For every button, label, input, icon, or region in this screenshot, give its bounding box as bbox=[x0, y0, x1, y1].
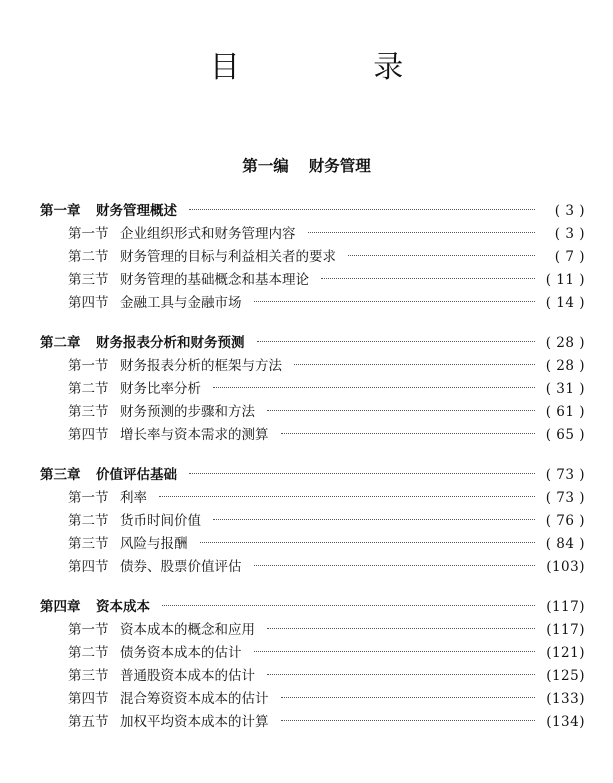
leader-dots bbox=[189, 472, 535, 474]
leader-dots bbox=[348, 254, 535, 256]
section-entry[interactable] bbox=[40, 556, 585, 579]
section-number: 第四节 bbox=[68, 559, 109, 575]
section-entry[interactable] bbox=[40, 533, 585, 556]
section-entry[interactable] bbox=[40, 510, 585, 533]
section-page-number: (133) bbox=[546, 691, 585, 707]
section-page-number: ( 65 ) bbox=[545, 427, 585, 443]
section-number: 第五节 bbox=[68, 714, 109, 730]
leader-dots bbox=[308, 231, 536, 233]
section-page-number: ( 28 ) bbox=[545, 358, 585, 374]
leader-dots bbox=[189, 208, 535, 210]
section-number: 第二节 bbox=[68, 249, 109, 265]
section-title: 增长率与资本需求的测算 bbox=[120, 427, 269, 443]
section-entry[interactable] bbox=[40, 355, 585, 378]
leader-dots bbox=[200, 541, 536, 543]
section-number: 第一节 bbox=[68, 490, 109, 506]
leader-dots bbox=[162, 604, 535, 606]
chapter-number: 第四章 bbox=[40, 599, 81, 615]
leader-dots bbox=[281, 719, 536, 721]
leader-dots bbox=[213, 518, 535, 520]
chapter-entry[interactable] bbox=[40, 464, 585, 487]
chapter-page-number: ( 3 ) bbox=[554, 203, 585, 219]
section-page-number: (117) bbox=[546, 622, 585, 638]
section-title: 普通股资本成本的估计 bbox=[120, 668, 255, 684]
chapter-entry[interactable] bbox=[40, 596, 585, 619]
chapter-number: 第三章 bbox=[40, 467, 81, 483]
section-number: 第四节 bbox=[68, 691, 109, 707]
section-number: 第一节 bbox=[68, 622, 109, 638]
section-entry[interactable] bbox=[40, 246, 585, 269]
section-page-number: ( 14 ) bbox=[545, 295, 585, 311]
chapter-title: 财务管理概述 bbox=[96, 203, 177, 219]
section-entry[interactable] bbox=[40, 487, 585, 510]
section-page-number: ( 76 ) bbox=[545, 513, 585, 529]
section-number: 第三节 bbox=[68, 404, 109, 420]
chapter-title: 财务报表分析和财务预测 bbox=[96, 335, 245, 351]
section-number: 第四节 bbox=[68, 295, 109, 311]
chapter-page-number: ( 73 ) bbox=[545, 467, 585, 483]
leader-dots bbox=[254, 300, 536, 302]
section-page-number: (125) bbox=[546, 668, 585, 684]
leader-dots bbox=[267, 627, 535, 629]
section-number: 第二节 bbox=[68, 381, 109, 397]
section-title: 混合筹资资本成本的估计 bbox=[120, 691, 269, 707]
section-page-number: ( 84 ) bbox=[545, 536, 585, 552]
leader-dots bbox=[254, 650, 536, 652]
section-entry[interactable] bbox=[40, 619, 585, 642]
section-title: 企业组织形式和财务管理内容 bbox=[120, 226, 296, 242]
section-page-number: (121) bbox=[546, 645, 585, 661]
section-title: 财务管理的目标与利益相关者的要求 bbox=[120, 249, 336, 265]
section-entry[interactable] bbox=[40, 292, 585, 315]
section-title: 财务比率分析 bbox=[120, 381, 201, 397]
section-title: 债券、股票价值评估 bbox=[120, 559, 242, 575]
section-title: 资本成本的概念和应用 bbox=[120, 622, 255, 638]
chapter-block bbox=[40, 596, 585, 734]
section-entry[interactable] bbox=[40, 401, 585, 424]
section-title: 加权平均资本成本的计算 bbox=[120, 714, 269, 730]
section-title: 财务预测的步骤和方法 bbox=[120, 404, 255, 420]
chapter-page-number: ( 28 ) bbox=[545, 335, 585, 351]
section-page-number: ( 7 ) bbox=[554, 249, 585, 265]
leader-dots bbox=[267, 409, 535, 411]
leader-dots bbox=[321, 277, 535, 279]
table-of-contents bbox=[40, 200, 585, 751]
page-title: 目 录 bbox=[209, 50, 466, 85]
part-name: 财务管理 bbox=[308, 156, 371, 175]
chapter-block bbox=[40, 332, 585, 447]
part-heading bbox=[0, 154, 613, 176]
section-page-number: (134) bbox=[546, 714, 585, 730]
section-entry[interactable] bbox=[40, 424, 585, 447]
leader-dots bbox=[281, 432, 536, 434]
section-entry[interactable] bbox=[40, 711, 585, 734]
section-title: 金融工具与金融市场 bbox=[120, 295, 242, 311]
section-page-number: ( 3 ) bbox=[554, 226, 585, 242]
section-entry[interactable] bbox=[40, 665, 585, 688]
section-number: 第二节 bbox=[68, 645, 109, 661]
chapter-entry[interactable] bbox=[40, 332, 585, 355]
chapter-number: 第一章 bbox=[40, 203, 81, 219]
section-page-number: ( 11 ) bbox=[545, 272, 585, 288]
section-title: 利率 bbox=[120, 490, 147, 506]
chapter-title: 资本成本 bbox=[96, 599, 150, 615]
leader-dots bbox=[254, 564, 536, 566]
chapter-number: 第二章 bbox=[40, 335, 81, 351]
section-page-number: ( 73 ) bbox=[545, 490, 585, 506]
section-title: 财务管理的基础概念和基本理论 bbox=[120, 272, 309, 288]
section-entry[interactable] bbox=[40, 269, 585, 292]
section-number: 第一节 bbox=[68, 226, 109, 242]
leader-dots bbox=[294, 363, 535, 365]
chapter-block bbox=[40, 464, 585, 579]
section-number: 第二节 bbox=[68, 513, 109, 529]
section-page-number: ( 61 ) bbox=[545, 404, 585, 420]
part-number: 第一编 bbox=[242, 156, 289, 175]
chapter-block bbox=[40, 200, 585, 315]
section-number: 第三节 bbox=[68, 668, 109, 684]
section-page-number: (103) bbox=[546, 559, 585, 575]
section-title: 货币时间价值 bbox=[120, 513, 201, 529]
chapter-page-number: (117) bbox=[546, 599, 585, 615]
section-number: 第三节 bbox=[68, 272, 109, 288]
leader-dots bbox=[267, 673, 535, 675]
section-entry[interactable] bbox=[40, 642, 585, 665]
section-entry[interactable] bbox=[40, 223, 585, 246]
leader-dots bbox=[281, 696, 536, 698]
chapter-entry[interactable] bbox=[40, 200, 585, 223]
chapter-title: 价值评估基础 bbox=[96, 467, 177, 483]
section-title: 风险与报酬 bbox=[120, 536, 188, 552]
section-page-number: ( 31 ) bbox=[545, 381, 585, 397]
section-number: 第一节 bbox=[68, 358, 109, 374]
section-entry[interactable] bbox=[40, 688, 585, 711]
leader-dots bbox=[257, 340, 536, 342]
section-title: 财务报表分析的框架与方法 bbox=[120, 358, 282, 374]
section-entry[interactable] bbox=[40, 378, 585, 401]
leader-dots bbox=[213, 386, 535, 388]
section-number: 第三节 bbox=[68, 536, 109, 552]
leader-dots bbox=[159, 495, 535, 497]
section-title: 债务资本成本的估计 bbox=[120, 645, 242, 661]
section-number: 第四节 bbox=[68, 427, 109, 443]
